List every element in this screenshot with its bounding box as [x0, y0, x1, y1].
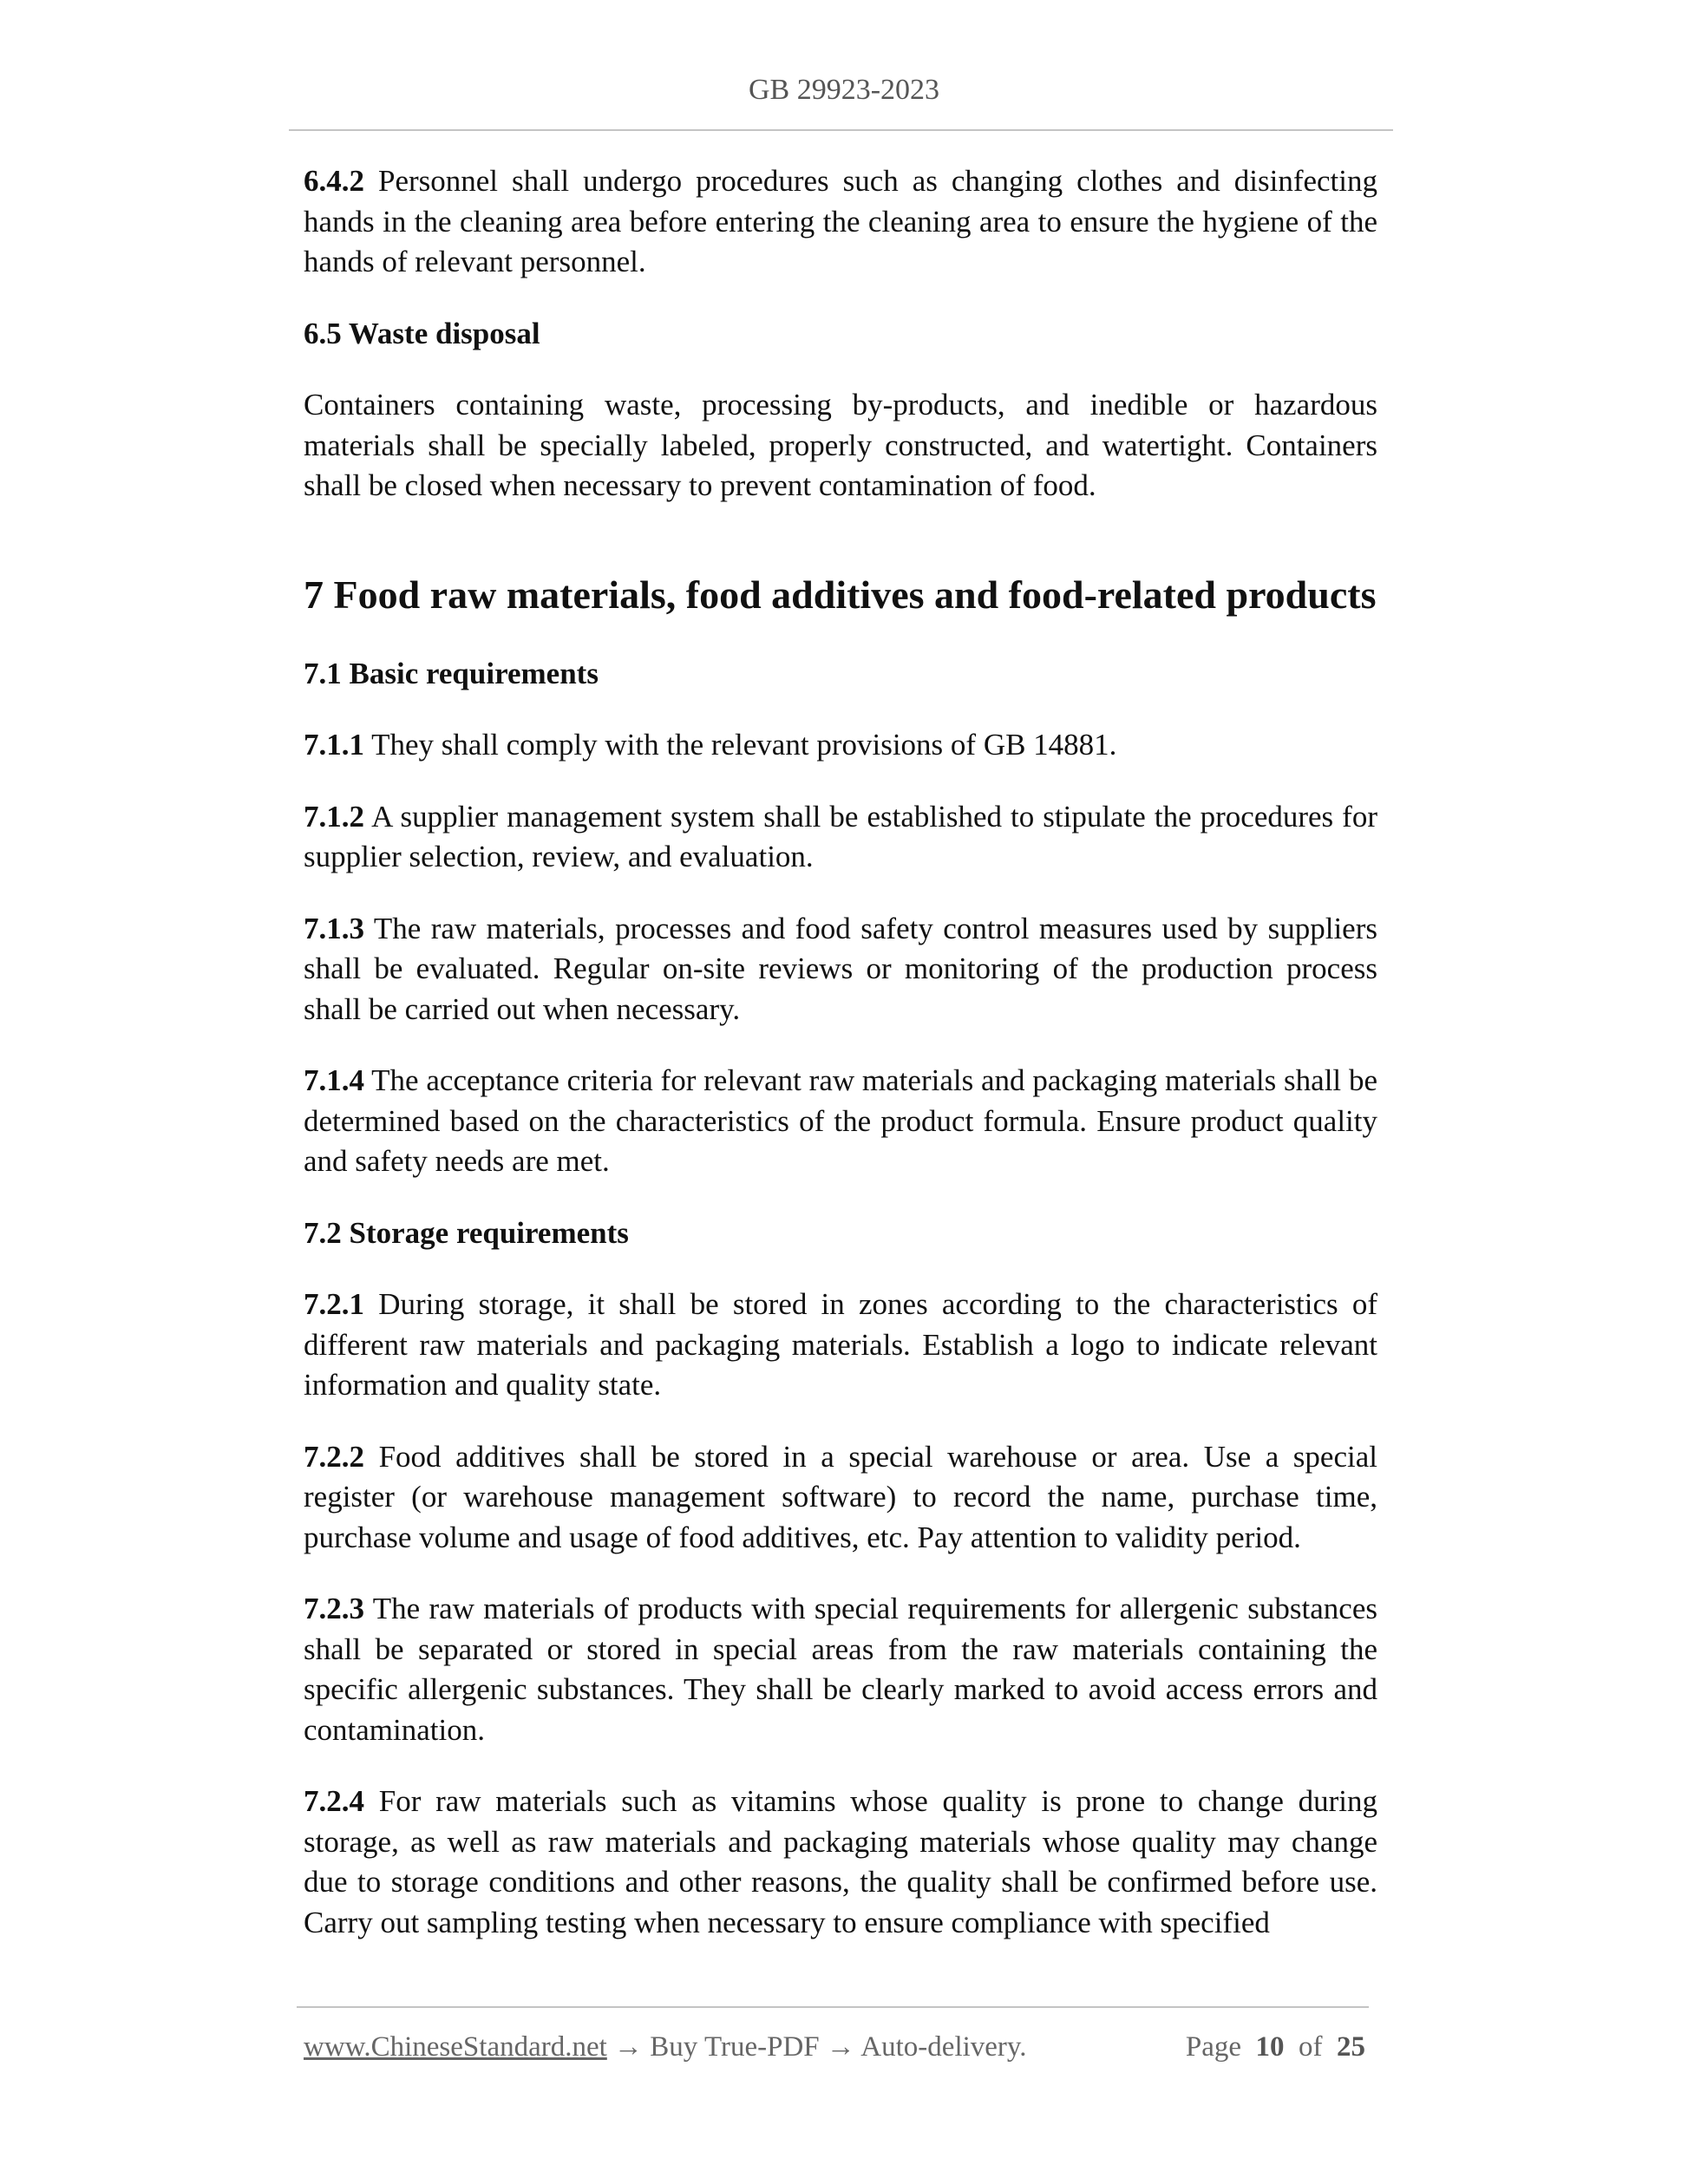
clause-6-5: [304, 385, 1377, 507]
current-page-number: 10: [1255, 2031, 1285, 2063]
clause-text: Food additives shall be stored in a special warehouse or area. Use a special register (or warehouse management software) to record the name, purchase time, purchase volume and usage of food additives, etc. Pay attention to validity period.: [304, 1439, 1377, 1554]
footer-tagline: → Buy True-PDF → Auto-delivery.: [606, 2031, 1027, 2063]
clause-number: 7.1.3: [304, 911, 364, 945]
heading-7-2: 7.2 Storage requirements: [304, 1215, 629, 1250]
clause-number: 7.2.3: [304, 1592, 364, 1625]
clause-text: Containers containing waste, processing by-products, and inedible or hazardous materials shall be specially labeled, properly constructed, and watertight. Containers shall be closed when necessary to prevent contamination of food.: [304, 388, 1377, 502]
clause-7-2-1: [304, 1285, 1377, 1406]
clause-text: For raw materials such as vitamins whose quality is prone to change during storage, as well as raw materials and packaging materials whose quality may change due to storage conditions and other reasons, the quality shall be confirmed before use. Carry out sampling testing when necessary to ensure compliance with specified: [304, 1784, 1378, 1939]
clause-7-2-3: [304, 1589, 1377, 1750]
page-label: Page: [1185, 2031, 1241, 2063]
clause-text: During storage, it shall be stored in zones according to the characteristics of different raw materials and packaging materials. Establish a logo to indicate relevant information and quality state.: [304, 1287, 1378, 1402]
clause-6-4-2: [304, 161, 1377, 283]
clause-number: 7.2.1: [304, 1287, 364, 1321]
clause-number: 7.2.2: [304, 1439, 364, 1474]
clause-text: The acceptance criteria for relevant raw materials and packaging materials shall be determined based on the characteristics of the product formula. Ensure product quality and safety needs are met.: [304, 1063, 1377, 1178]
clause-number: 7.2.4: [304, 1784, 364, 1818]
clause-number: 7.1.1: [304, 728, 364, 762]
clause-text: The raw materials, processes and food safety control measures used by suppliers shall be evaluated. Regular on-site reviews or monitoring of the production process shall be carried out when necessary.: [304, 911, 1377, 1026]
page-header-title: GB 29923-2023: [748, 74, 940, 106]
page-indicator: [1186, 2028, 1365, 2066]
of-label: of: [1299, 2031, 1323, 2063]
clause-7-1-4: [304, 1061, 1377, 1182]
footer-promo: [304, 2028, 1027, 2066]
clause-number: 7.1.2: [304, 799, 364, 834]
total-pages-number: 25: [1337, 2031, 1365, 2063]
clause-7-1-2: [304, 797, 1377, 878]
heading-6-5: 6.5 Waste disposal: [304, 316, 540, 350]
clause-text: They shall comply with the relevant provisions of GB 14881.: [371, 728, 1117, 762]
clause-text: A supplier management system shall be established to stipulate the procedures for supplier selection, review, and evaluation.: [304, 799, 1377, 873]
document-body: [304, 161, 1377, 1943]
clause-7-2-2: [304, 1437, 1377, 1559]
heading-7-1: 7.1 Basic requirements: [304, 656, 599, 690]
heading-chapter-7: 7 Food raw materials, food additives and food-related products: [304, 572, 1377, 617]
clause-7-1-1: [304, 725, 1377, 766]
clause-text: Personnel shall undergo procedures such as changing clothes and disinfecting hands in the cleaning area before entering the cleaning area to ensure the hygiene of the hands of relevant personnel.: [304, 164, 1378, 278]
clause-number: 6.4.2: [304, 164, 364, 198]
clause-7-2-4: [304, 1782, 1377, 1943]
clause-7-1-3: [304, 909, 1377, 1030]
header-divider: [289, 129, 1393, 131]
footer-divider: [297, 2006, 1369, 2008]
clause-text: The raw materials of products with special requirements for allergenic substances shall be separated or stored in special areas from the raw materials containing the specific allergenic substances. They shall be clearly marked to avoid access errors and contamination.: [304, 1592, 1377, 1747]
website-link[interactable]: www.ChineseStandard.net: [304, 2031, 607, 2063]
clause-number: 7.1.4: [304, 1063, 364, 1097]
page-footer: [304, 2028, 1365, 2066]
